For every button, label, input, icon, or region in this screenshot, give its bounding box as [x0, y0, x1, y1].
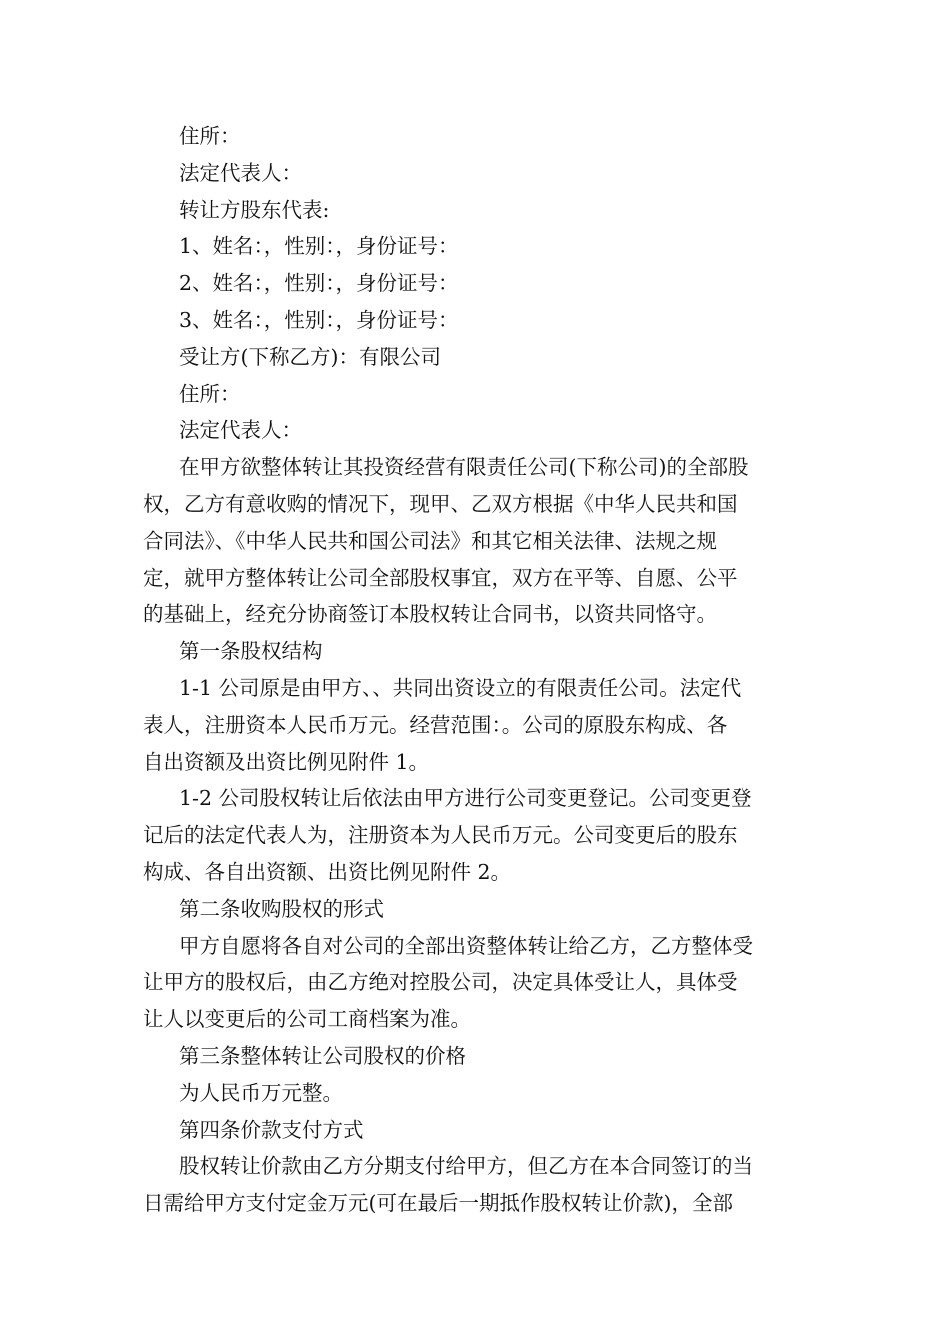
text-line: 为人民币万元整。	[179, 1080, 343, 1105]
text-line: 记后的法定代表人为，注册资本为人民币万元。公司变更后的股东	[143, 823, 738, 848]
text-line: 法定代表人：	[179, 418, 302, 443]
section-heading: 第四条价款支付方式	[179, 1117, 364, 1142]
section-heading: 第三条整体转让公司股权的价格	[179, 1043, 466, 1068]
section-heading: 第一条股权结构	[179, 639, 323, 664]
text-line: 住所：	[179, 124, 241, 148]
text-line: 日需给甲方支付定金万元(可在最后一期抵作股权转让价款)，全部	[143, 1191, 733, 1216]
text-line: 1-1 公司原是由甲方、、共同出资设立的有限责任公司。法定代	[179, 675, 742, 700]
text-line: 的基础上，经充分协商签订本股权转让合同书，以资共同恪守。	[143, 602, 717, 627]
text-line: 甲方自愿将各自对公司的全部出资整体转让给乙方，乙方整体受	[179, 933, 753, 958]
text-line: 构成、各自出资额、出资比例见附件 2。	[143, 859, 512, 884]
text-line: 法定代表人：	[179, 160, 302, 185]
text-line: 让甲方的股权后，由乙方绝对控股公司，决定具体受让人，具体受	[143, 970, 738, 995]
text-line: 表人，注册资本人民币万元。经营范围：。公司的原股东构成、各	[143, 712, 728, 737]
text-line: 权，乙方有意收购的情况下，现甲、乙双方根据《中华人民共和国	[143, 491, 738, 516]
text-line: 1-2 公司股权转让后依法由甲方进行公司变更登记。公司变更登	[179, 786, 752, 811]
section-heading: 第二条收购股权的形式	[179, 896, 384, 921]
text-line: 让人以变更后的公司工商档案为准。	[143, 1007, 471, 1032]
text-line: 2、姓名：，性别：，身份证号：	[179, 271, 459, 296]
text-line: 在甲方欲整体转让其投资经营有限责任公司(下称公司)的全部股	[179, 455, 749, 480]
text-line: 股权转让价款由乙方分期支付给甲方，但乙方在本合同签订的当	[179, 1154, 753, 1179]
text-line: 转让方股东代表:	[179, 197, 330, 222]
document-body	[143, 118, 807, 1222]
text-line: 自出资额及出资比例见附件 1。	[143, 749, 430, 774]
text-line: 定，就甲方整体转让公司全部股权事宜，双方在平等、自愿、公平	[143, 565, 738, 590]
text-line: 1、姓名：，性别：，身份证号：	[179, 234, 459, 259]
text-line: 合同法》、《中华人民共和国公司法》和其它相关法律、法规之规	[143, 528, 717, 553]
text-line: 住所：	[179, 381, 241, 406]
text-line: 3、姓名：，性别：，身份证号：	[179, 307, 459, 332]
text-line: 受让方(下称乙方)：有限公司	[179, 344, 441, 369]
